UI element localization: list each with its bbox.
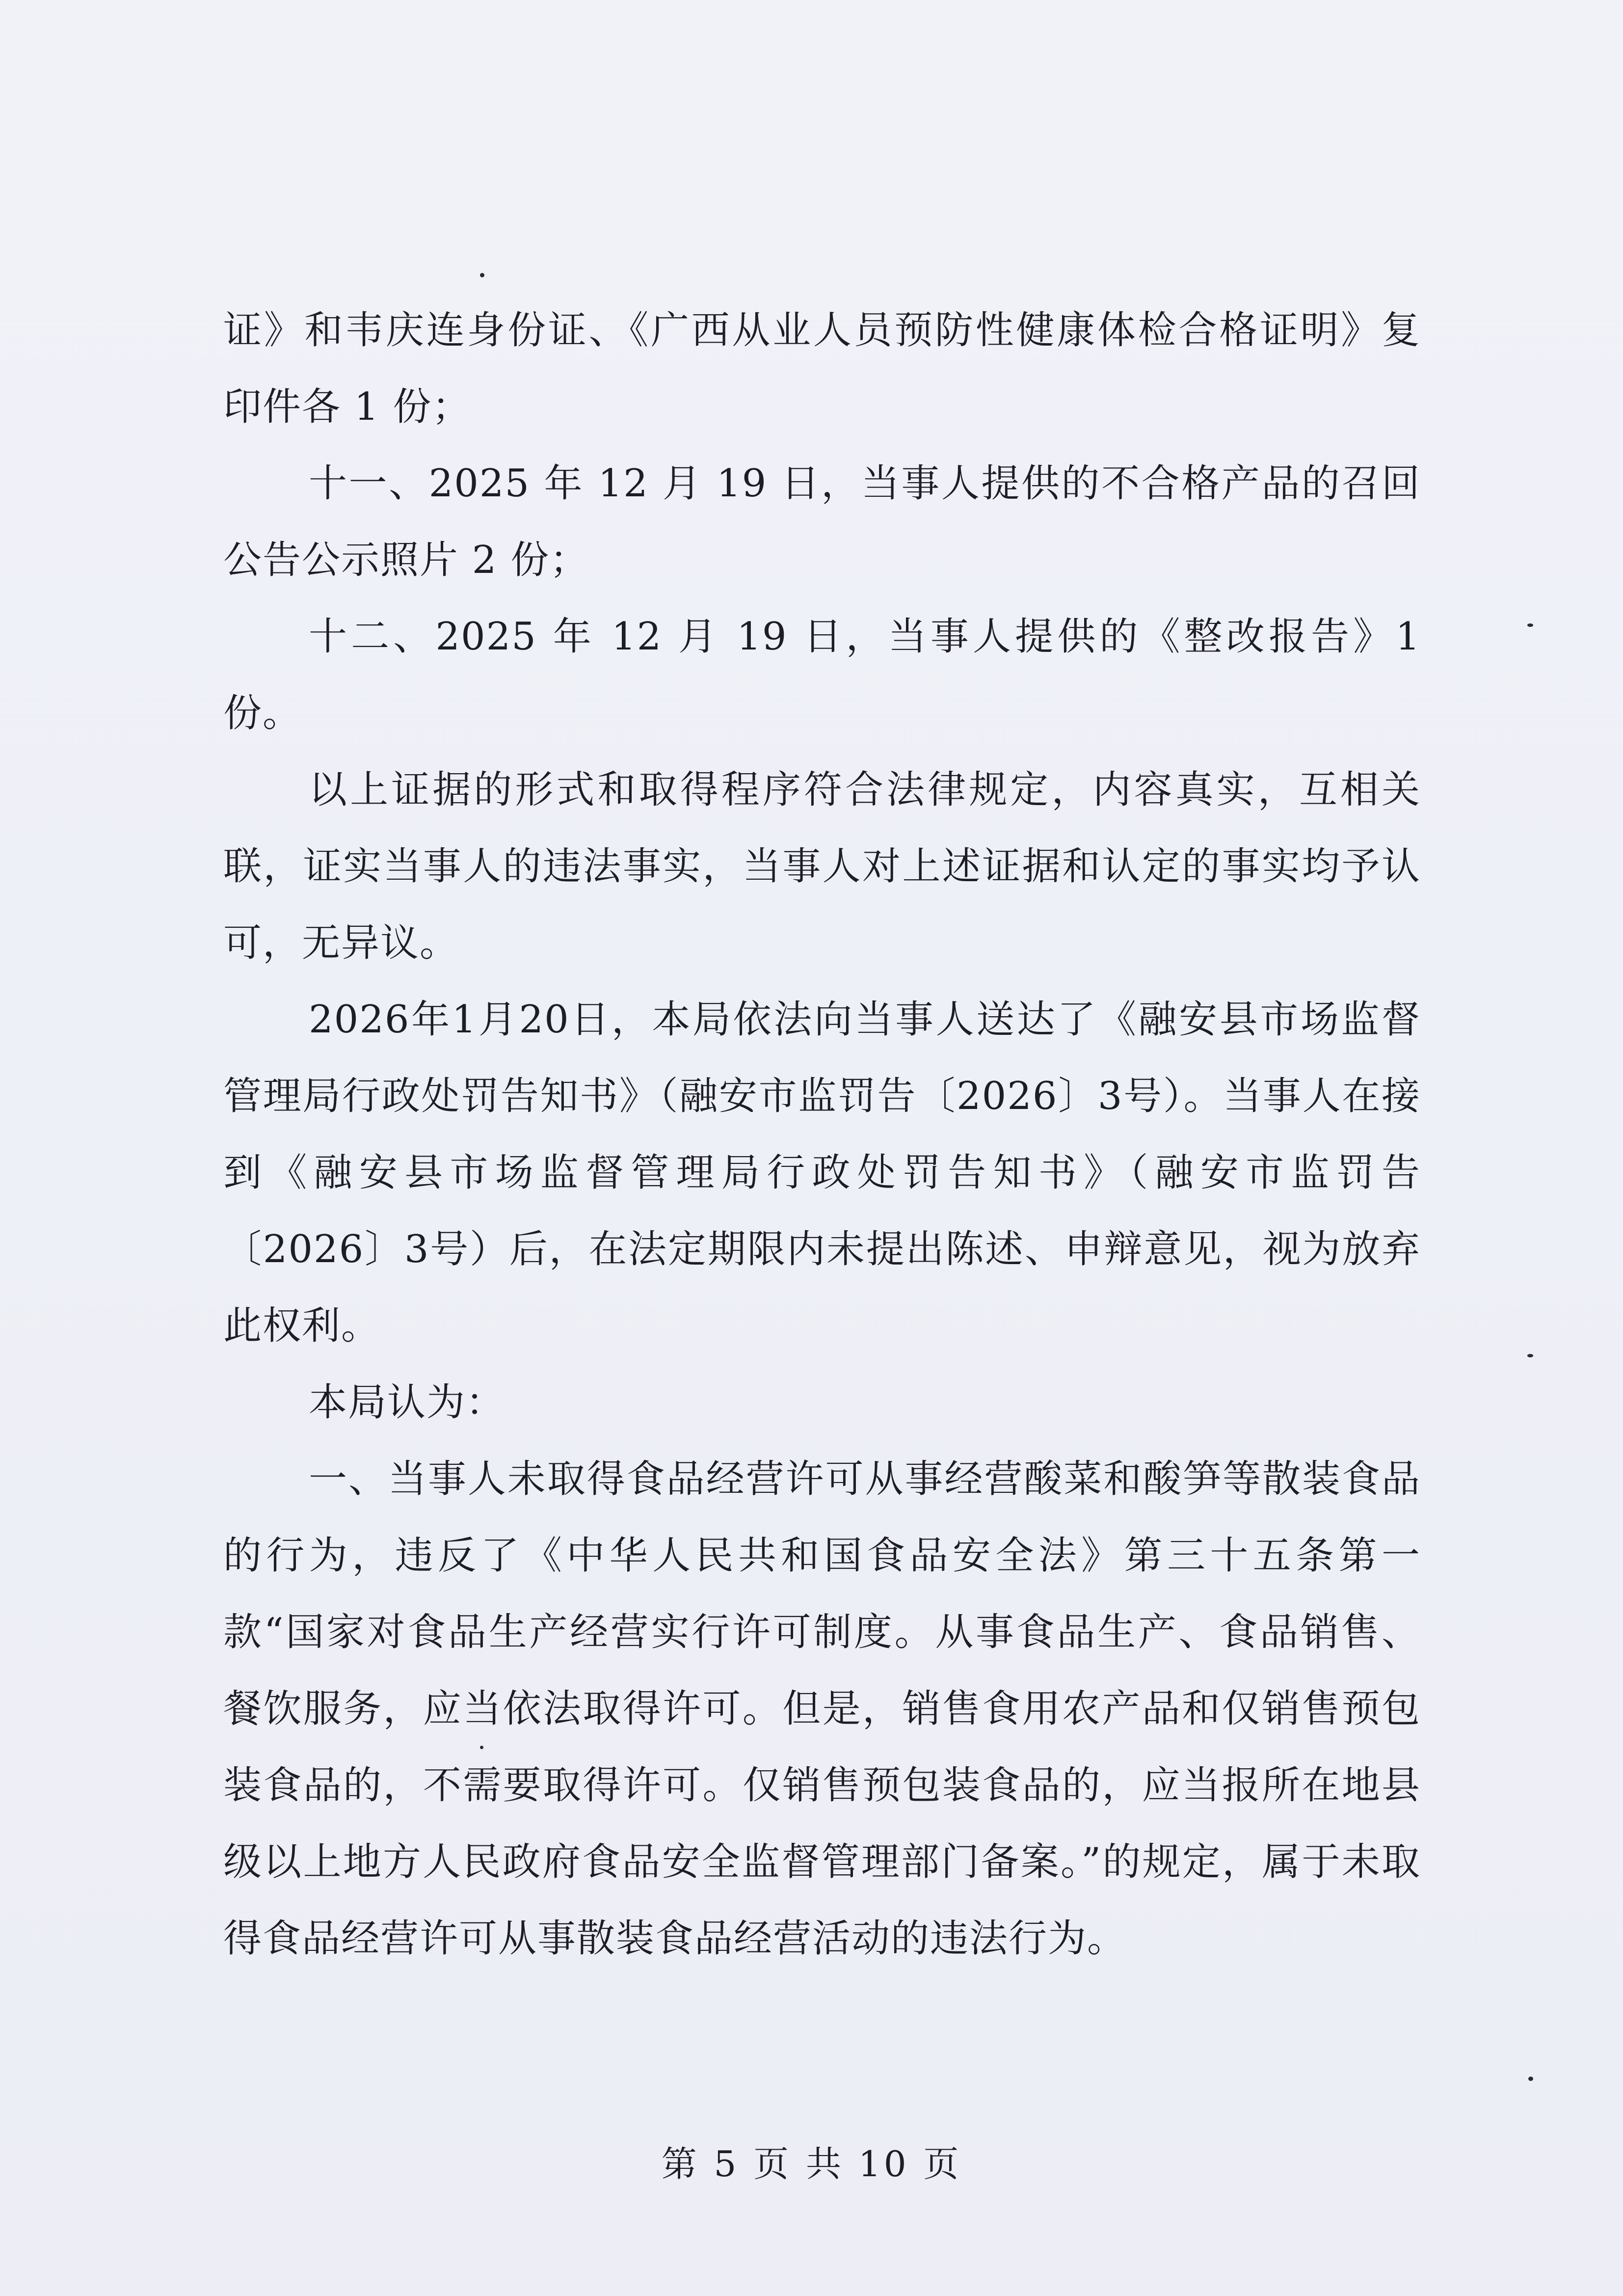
paragraph-evidence-11: 十一、2025 年 12 月 19 日，当事人提供的不合格产品的召回公告公示照片 2 份； (223, 461, 1421, 582)
paragraph-notice-delivery: 2026年1月20日，本局依法向当事人送达了《融安县市场监督管理局行政处罚告知书》（融安市监罚告〔2026〕3号）。当事人在接到《融安县市场监督管理局行政处罚告知书》（融安市监罚告〔2026〕3号）后，在法定期限内未提出陈述、申辩意见，视为放弃此权利。 (223, 998, 1421, 1348)
page-number-footer: 第 5 页 共 10 页 (661, 2143, 962, 2185)
paragraph-evidence-12: 十二、2025 年 12 月 19 日，当事人提供的《整改报告》1 份。 (223, 615, 1421, 735)
scan-speck (480, 273, 484, 277)
scan-speck (1527, 623, 1533, 627)
document-body (223, 292, 1421, 1977)
paragraph-violation-1: 一、当事人未取得食品经营许可从事经营酸菜和酸笋等散装食品的行为，违反了《中华人民共和国食品安全法》第三十五条第一款“国家对食品生产经营实行许可制度。从事食品生产、食品销售、餐饮服务，应当依法取得许可。但是，销售食用农产品和仅销售预包装食品的，不需要取得许可。仅销售预包装食品的，应当报所在地县级以上地方人民政府食品安全监督管理部门备案。”的规定，属于未取得食品经营许可从事散装食品经营活动的违法行为。 (223, 1457, 1421, 1961)
paragraph-evidence-summary: 以上证据的形式和取得程序符合法律规定，内容真实，互相关联，证实当事人的违法事实，当事人对上述证据和认定的事实均予认可，无异议。 (223, 768, 1421, 965)
paragraph-bureau-opinion-heading: 本局认为： (309, 1380, 506, 1425)
scan-speck (1528, 2077, 1533, 2081)
scan-speck (1527, 1354, 1533, 1357)
paragraph-evidence-10-continued: 证》和韦庆连身份证、《广西从业人员预防性健康体检合格证明》复印件各 1 份； (223, 308, 1421, 429)
